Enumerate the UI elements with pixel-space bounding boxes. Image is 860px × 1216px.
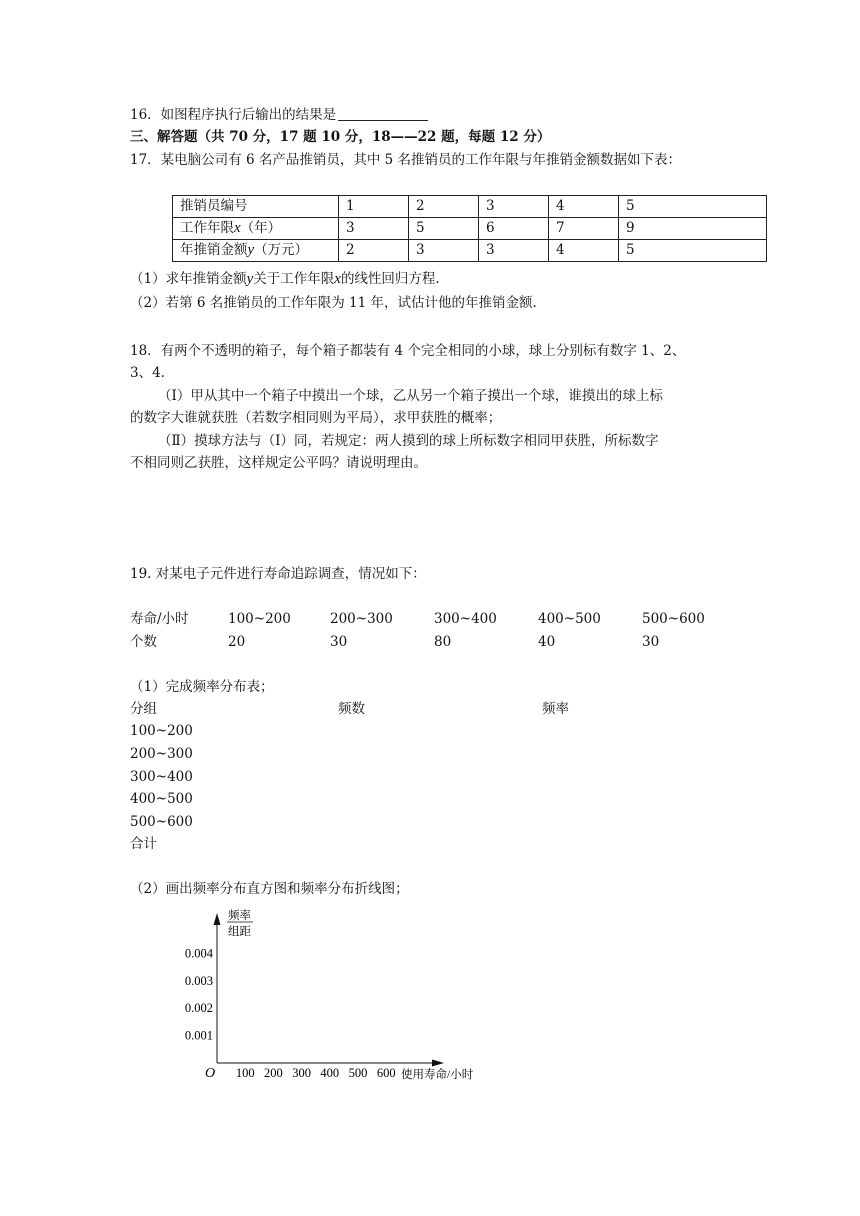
life-label: 寿命/小时 <box>130 611 189 627</box>
x-axis-label: 使用寿命/小时 <box>401 1069 474 1081</box>
count-label: 个数 <box>130 634 157 650</box>
text-segment: 关于工作年限 <box>253 271 335 287</box>
q17-part1 <box>130 270 440 288</box>
q19-intro: 19. 对某电子元件进行寿命追踪调查，情况如下： <box>130 566 426 582</box>
label-text: 年推销金额 <box>180 242 248 258</box>
q19-part1: （1）完成频率分布表； <box>130 679 274 695</box>
table-cell: 2 <box>409 196 479 218</box>
x-tick-label: 600 <box>376 1066 396 1080</box>
col-group-header: 分组 <box>130 701 157 717</box>
count-cell: 40 <box>538 634 556 650</box>
freq-group-row: 100~200 <box>130 723 193 739</box>
count-cell: 20 <box>228 634 246 650</box>
x-tick-label: 100 <box>235 1066 255 1080</box>
q18-line6: 不相同则乙获胜，这样规定公平吗？请说明理由。 <box>130 455 427 471</box>
x-tick-label: 300 <box>292 1066 311 1080</box>
y-tick-label: 0.001 <box>184 1028 213 1043</box>
table-cell: 1 <box>339 196 409 218</box>
q16-line <box>130 106 428 124</box>
q17-intro: 17．某电脑公司有 6 名产品推销员，其中 5 名推销员的工作年限与年推销金额数据如下表： <box>130 152 682 168</box>
q19-part2: （2）画出频率分布直方图和频率分布折线图； <box>130 881 409 897</box>
table-cell: 3 <box>479 240 549 262</box>
table-cell-years-label <box>173 218 339 240</box>
range-cell: 100~200 <box>228 611 291 627</box>
x-tick-label: 200 <box>264 1066 283 1080</box>
q18-line4: 的数字大谁就获胜（若数字相同则为平局），求甲获胜的概率； <box>130 410 502 426</box>
variable-x: x <box>234 220 241 236</box>
label-unit: （年） <box>240 220 282 236</box>
freq-group-row: 400~500 <box>130 791 193 807</box>
table-row <box>173 196 767 218</box>
count-cell: 80 <box>434 634 452 650</box>
table-cell: 5 <box>409 218 479 240</box>
q18-line3: （Ⅰ）甲从其中一个箱子中摸出一个球，乙从另一个箱子摸出一个球，谁摸出的球上标 <box>158 388 663 404</box>
y-axis-label-numerator: 频率 <box>228 910 251 922</box>
q18-line5: （Ⅱ）摸球方法与（Ⅰ）同，若规定：两人摸到的球上所标数字相同甲获胜，所标数字 <box>158 433 659 449</box>
table-cell: 3 <box>409 240 479 262</box>
text-segment: 的线性回归方程. <box>340 271 440 287</box>
label-text: 工作年限 <box>180 220 234 236</box>
variable-x: x <box>334 271 341 287</box>
section3-heading: 三、解答题（共 70 分，17 题 10 分，18——22 题，每题 12 分） <box>130 129 551 145</box>
x-tick-label: 500 <box>348 1066 368 1080</box>
freq-table-header <box>130 700 750 718</box>
range-cell: 400~500 <box>538 611 601 627</box>
table-cell: 4 <box>549 240 619 262</box>
table-cell: 6 <box>479 218 549 240</box>
origin-label: O <box>205 1066 216 1081</box>
table-cell: 7 <box>549 218 619 240</box>
table-cell-sales-label <box>173 240 339 262</box>
variable-y: y <box>246 271 254 287</box>
table-row <box>173 240 767 262</box>
table-cell: 3 <box>479 196 549 218</box>
col-rate-header: 频率 <box>542 701 569 717</box>
q16-answer-blank <box>338 106 428 121</box>
q17-table <box>172 195 767 262</box>
freq-group-row: 合计 <box>130 836 157 852</box>
table-cell: 5 <box>619 196 767 218</box>
table-cell: 9 <box>619 218 767 240</box>
col-freq-header: 频数 <box>338 701 365 717</box>
q19-count-row <box>130 633 750 651</box>
range-cell: 500~600 <box>642 611 705 627</box>
table-row <box>173 218 767 240</box>
y-axis-arrow <box>214 913 221 925</box>
freq-group-row: 300~400 <box>130 769 193 785</box>
range-cell: 200~300 <box>330 611 393 627</box>
range-cell: 300~400 <box>434 611 497 627</box>
histogram-axes <box>170 905 500 1090</box>
y-tick-label: 0.004 <box>184 946 213 961</box>
q17-part2: （2）若第 6 名推销员的工作年限为 11 年，试估计他的年推销金额. <box>130 295 537 311</box>
freq-group-row: 200~300 <box>130 746 193 762</box>
variable-y: y <box>247 242 255 258</box>
q16-text: 16．如图程序执行后输出的结果是 <box>130 107 337 123</box>
count-cell: 30 <box>642 634 660 650</box>
q19-life-row <box>130 610 750 628</box>
freq-group-row: 500~600 <box>130 814 193 830</box>
y-tick-label: 0.003 <box>184 973 213 988</box>
table-cell: 3 <box>339 218 409 240</box>
q18-line2: 3、4. <box>130 365 165 381</box>
text-segment: （1）求年推销金额 <box>130 271 247 287</box>
table-cell: 2 <box>339 240 409 262</box>
x-axis-arrow <box>432 1060 444 1067</box>
y-axis-label-denominator: 组距 <box>228 926 251 938</box>
x-tick-label: 400 <box>320 1066 340 1080</box>
table-cell: 4 <box>549 196 619 218</box>
count-cell: 30 <box>330 634 348 650</box>
label-unit: （万元） <box>254 242 309 258</box>
q18-line1: 18．有两个不透明的箱子，每个箱子都装有 4 个完全相同的小球，球上分别标有数字 1、2、 <box>130 343 686 359</box>
table-cell: 5 <box>619 240 767 262</box>
table-cell-id-label: 推销员编号 <box>173 196 339 218</box>
y-tick-label: 0.002 <box>184 1001 213 1016</box>
